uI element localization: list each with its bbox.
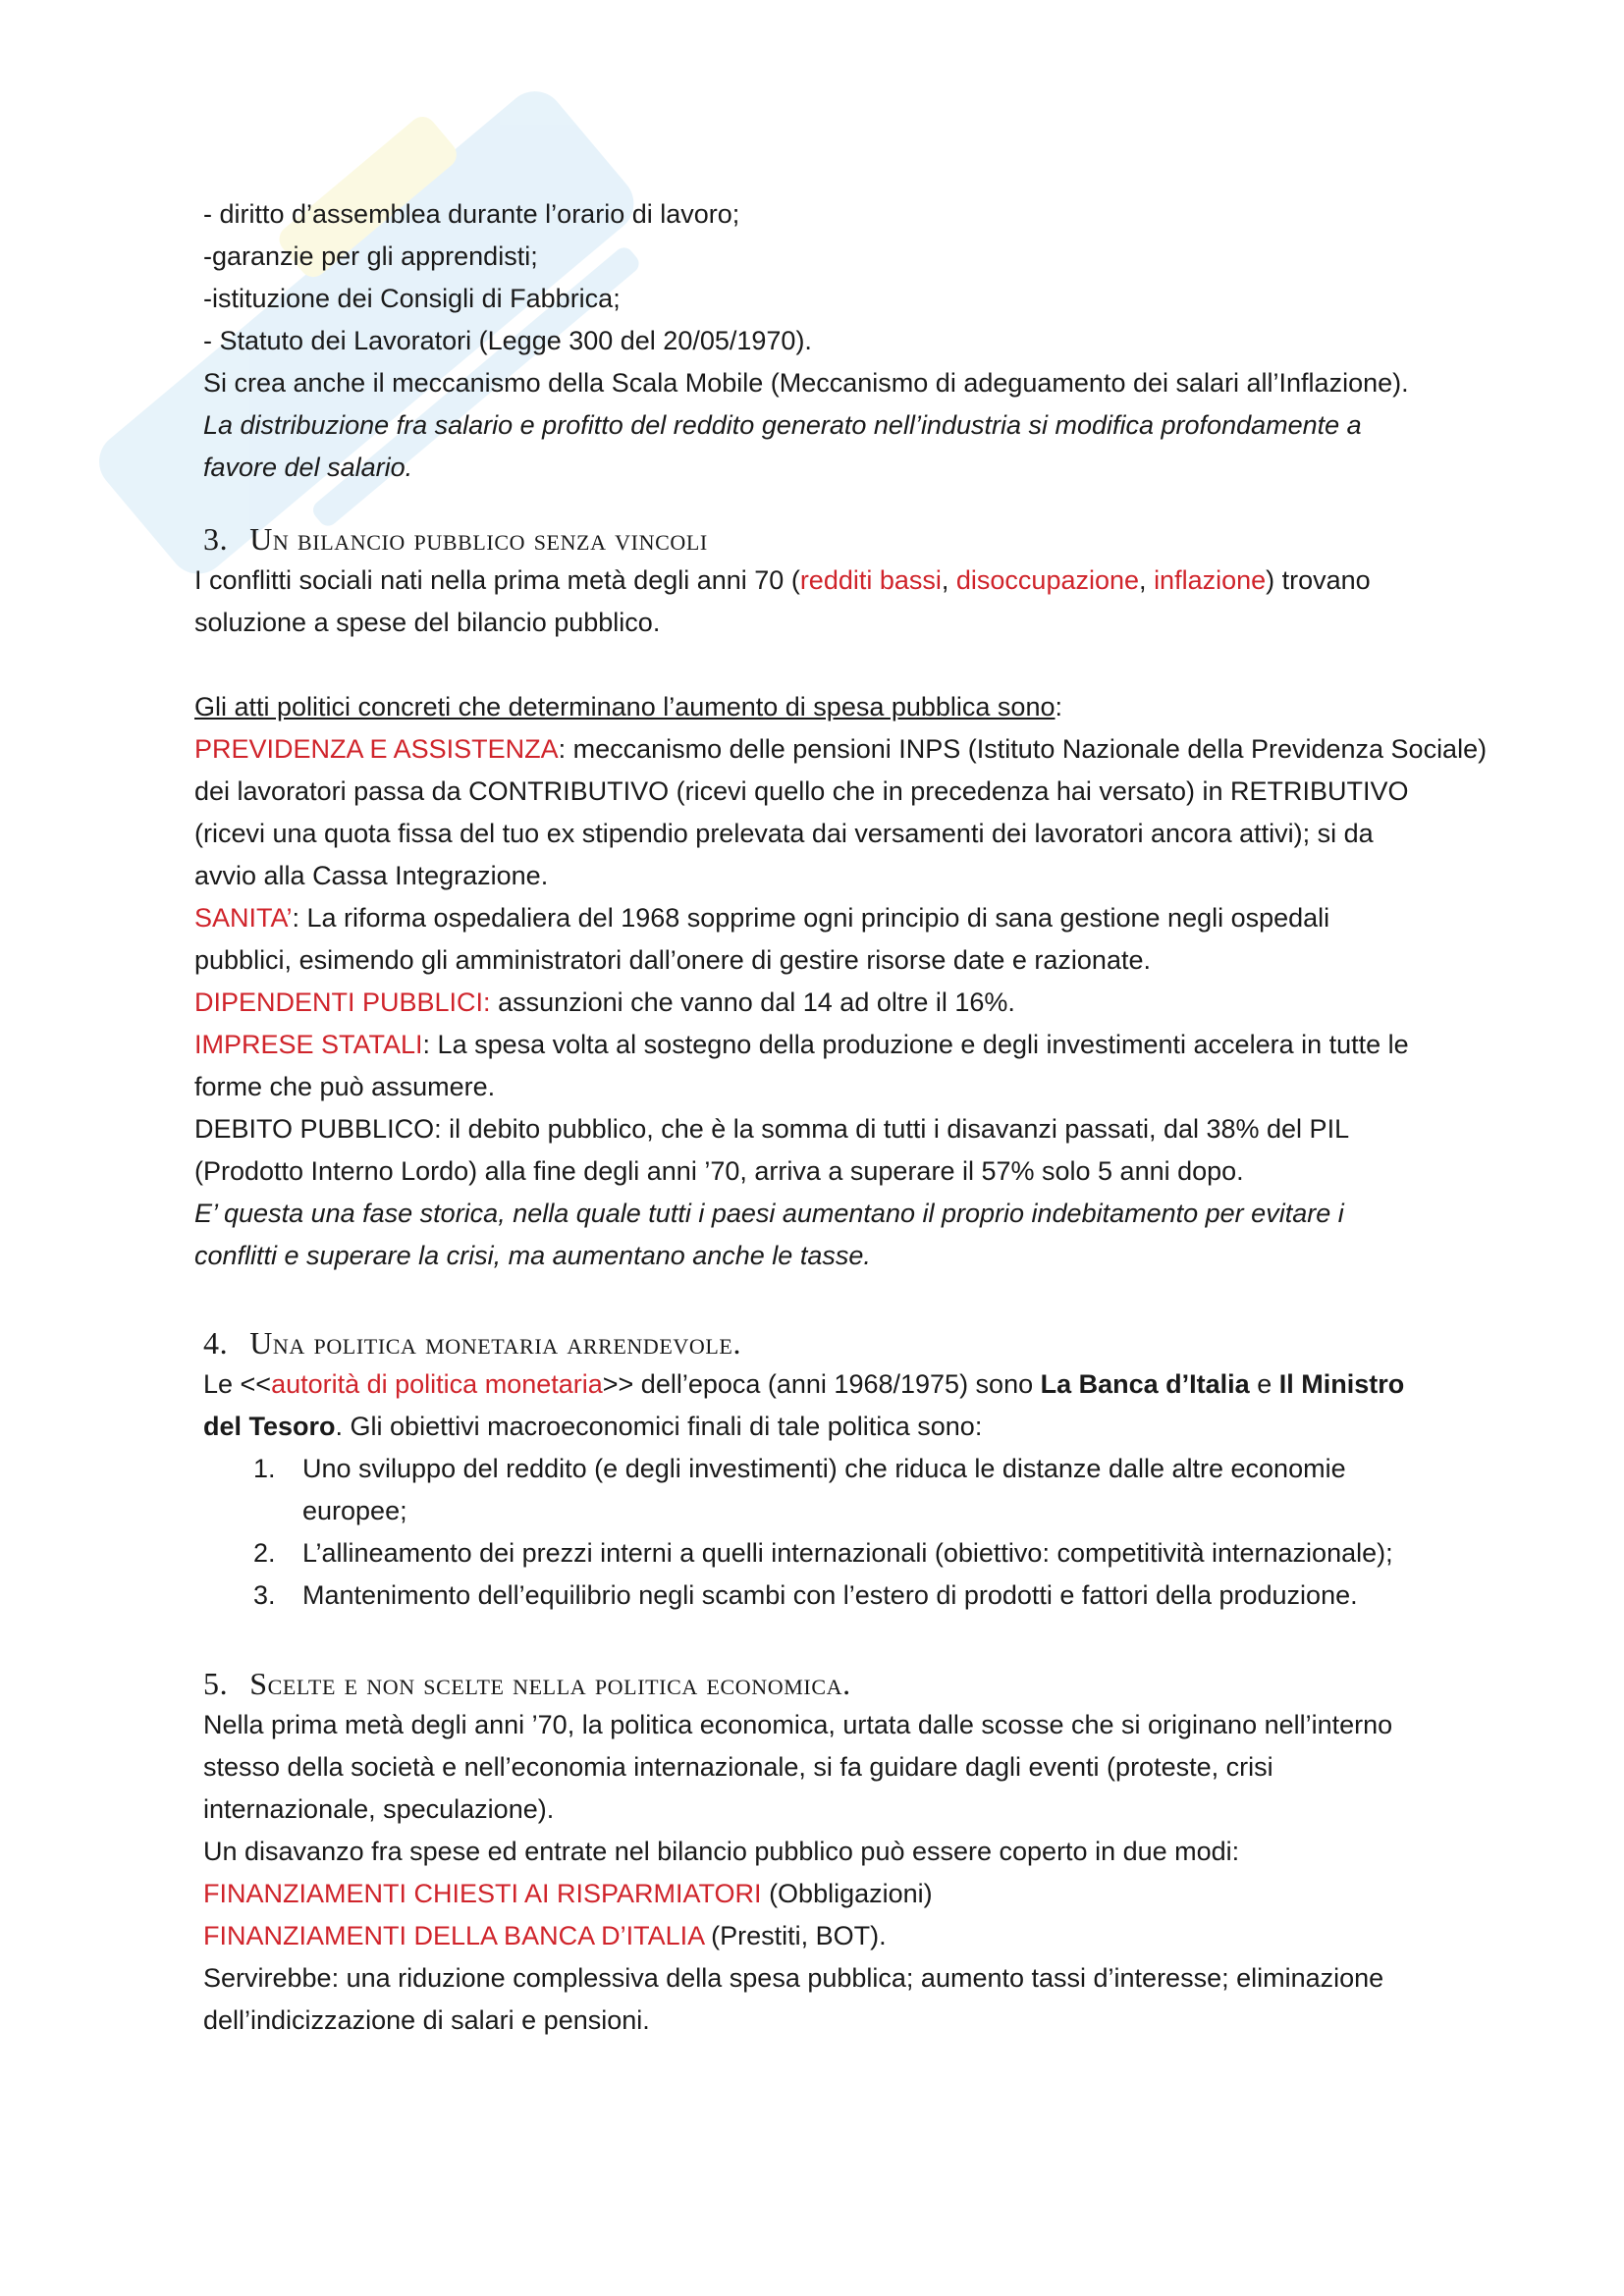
highlight-term: disoccupazione — [955, 565, 1140, 595]
section-5-heading — [203, 1661, 851, 1706]
text-run: Le << — [203, 1369, 272, 1399]
highlight-term: DIPENDENTI PUBBLICI: — [194, 988, 491, 1017]
paragraph-line — [203, 1364, 1404, 1404]
paragraph-line — [194, 729, 1487, 769]
section-number: 5. — [203, 1666, 229, 1701]
italic-line: conflitti e superare la crisi, ma aumentano anche le tasse. — [194, 1241, 871, 1270]
intro-italic-line: favore del salario. — [203, 453, 413, 482]
underlined-text: Gli atti politici concreti che determinano l’aumento di spesa pubblica sono — [194, 692, 1056, 721]
paragraph-line: Servirebbe: una riduzione complessiva della spesa pubblica; aumento tassi d’interesse; eliminazione — [203, 1963, 1384, 1993]
intro-italic-line: La distribuzione fra salario e profitto del reddito generato nell’industria si modifica profondamente a — [203, 410, 1362, 440]
text-run: : La riforma ospedaliera del 1968 sopprime ogni principio di sana gestione negli ospedali — [292, 903, 1330, 933]
intro-line: -garanzie per gli apprendisti; — [203, 241, 538, 271]
paragraph-line: stesso della società e nell’economia internazionale, si fa guidare dagli eventi (proteste, crisi — [203, 1752, 1273, 1782]
italic-line: E’ questa una fase storica, nella quale tutti i paesi aumentano il proprio indebitamento per evitare i — [194, 1199, 1344, 1228]
list-number: 3. — [253, 1580, 276, 1610]
text-run: assunzioni che vanno dal 14 ad oltre il 16%. — [490, 988, 1015, 1017]
paragraph-line: soluzione a spese del bilancio pubblico. — [194, 608, 661, 637]
paragraph-line: Nella prima metà degli anni ’70, la politica economica, urtata dalle scosse che si originano nell’interno — [203, 1710, 1393, 1739]
highlight-term: autorità di politica monetaria — [271, 1369, 603, 1399]
section-number: 4. — [203, 1325, 229, 1361]
list-item — [253, 1575, 1358, 1615]
bold-term: Il Ministro — [1278, 1369, 1405, 1399]
text-run: >> dell’epoca (anni 1968/1975) sono — [602, 1369, 1041, 1399]
section-4-heading — [203, 1320, 741, 1365]
text-run: . Gli obiettivi macroeconomici finali di tale politica sono: — [335, 1412, 983, 1441]
paragraph-line — [194, 561, 1371, 600]
highlight-term: FINANZIAMENTI CHIESTI AI RISPARMIATORI — [203, 1879, 762, 1908]
text-run: (Obbligazioni) — [761, 1879, 933, 1908]
section-title: Una politica monetaria arrendevole. — [249, 1325, 742, 1361]
intro-line: -istituzione dei Consigli di Fabbrica; — [203, 284, 621, 313]
text-run: (Prestiti, BOT). — [703, 1921, 887, 1950]
highlight-term: inflazione — [1154, 565, 1267, 595]
paragraph-line — [194, 983, 1015, 1022]
paragraph-line: dei lavoratori passa da CONTRIBUTIVO (ricevi quello che in precedenza hai versato) in RETRIBUTIVO — [194, 776, 1409, 806]
bold-term: La Banca d’Italia — [1040, 1369, 1250, 1399]
list-text: Mantenimento dell’equilibrio negli scambi con l’estero di prodotti e fattori della produzione. — [302, 1580, 1358, 1610]
paragraph-line: dell’indicizzazione di salari e pensioni. — [203, 2005, 650, 2035]
intro-line: Si crea anche il meccanismo della Scala Mobile (Meccanismo di adeguamento dei salari all’Inflazione). — [203, 368, 1409, 398]
paragraph-line — [203, 1874, 933, 1913]
highlight-term: redditi bassi — [799, 565, 942, 595]
text-run: : — [1055, 692, 1063, 721]
text-run: : meccanismo delle pensioni INPS (Istituto Nazionale della Previdenza Sociale) — [558, 734, 1488, 764]
paragraph-line — [194, 898, 1329, 937]
paragraph-line: avvio alla Cassa Integrazione. — [194, 861, 549, 890]
section-title: Scelte e non scelte nella politica economica. — [249, 1666, 851, 1701]
bold-term: del Tesoro — [203, 1412, 336, 1441]
text-run: e — [1249, 1369, 1279, 1399]
list-text: L’allineamento dei prezzi interni a quelli internazionali (obiettivo: competitività internazionale); — [302, 1538, 1393, 1568]
paragraph-line: forme che può assumere. — [194, 1072, 496, 1101]
list-item — [253, 1533, 1393, 1573]
list-item-continuation: europee; — [302, 1496, 407, 1525]
paragraph-line: internazionale, speculazione). — [203, 1794, 555, 1824]
paragraph-line — [194, 687, 1062, 726]
highlight-term: FINANZIAMENTI DELLA BANCA D’ITALIA — [203, 1921, 704, 1950]
text-run: : La spesa volta al sostegno della produzione e degli investimenti accelera in tutte le — [422, 1030, 1409, 1059]
section-title: Un bilancio pubblico senza vincoli — [249, 521, 708, 557]
highlight-term: IMPRESE STATALI — [194, 1030, 423, 1059]
intro-line: - diritto d’assemblea durante l’orario di lavoro; — [203, 199, 740, 229]
paragraph-line: (ricevi una quota fissa del tuo ex stipendio prelevata dai versamenti dei lavoratori ancora attivi); si da — [194, 819, 1374, 848]
highlight-term: PREVIDENZA E ASSISTENZA — [194, 734, 559, 764]
paragraph-line — [203, 1916, 887, 1955]
paragraph-line: (Prodotto Interno Lordo) alla fine degli anni ’70, arriva a superare il 57% solo 5 anni dopo. — [194, 1156, 1244, 1186]
paragraph-line: Un disavanzo fra spese ed entrate nel bilancio pubblico può essere coperto in due modi: — [203, 1837, 1240, 1866]
list-number: 1. — [253, 1454, 276, 1483]
section-3-heading — [203, 516, 708, 561]
section-number: 3. — [203, 521, 229, 557]
paragraph-line: pubblici, esimendo gli amministratori dall’onere di gestire risorse date e razionate. — [194, 945, 1151, 975]
paragraph-line — [194, 1025, 1409, 1064]
list-number: 2. — [253, 1538, 276, 1568]
list-text: Uno sviluppo del reddito (e degli investimenti) che riduca le distanze dalle altre economie — [302, 1454, 1346, 1483]
text-run: , — [941, 565, 956, 595]
paragraph-line: DEBITO PUBBLICO: il debito pubblico, che è la somma di tutti i disavanzi passati, dal 38% del PIL — [194, 1114, 1350, 1144]
text-run: , — [1139, 565, 1155, 595]
text-run: ) trovano — [1266, 565, 1371, 595]
paragraph-line — [203, 1407, 982, 1446]
text-run: I conflitti sociali nati nella prima metà degli anni 70 ( — [194, 565, 800, 595]
intro-line: - Statuto dei Lavoratori (Legge 300 del 20/05/1970). — [203, 326, 812, 355]
list-item — [253, 1449, 1346, 1488]
highlight-term: SANITA’ — [194, 903, 293, 933]
